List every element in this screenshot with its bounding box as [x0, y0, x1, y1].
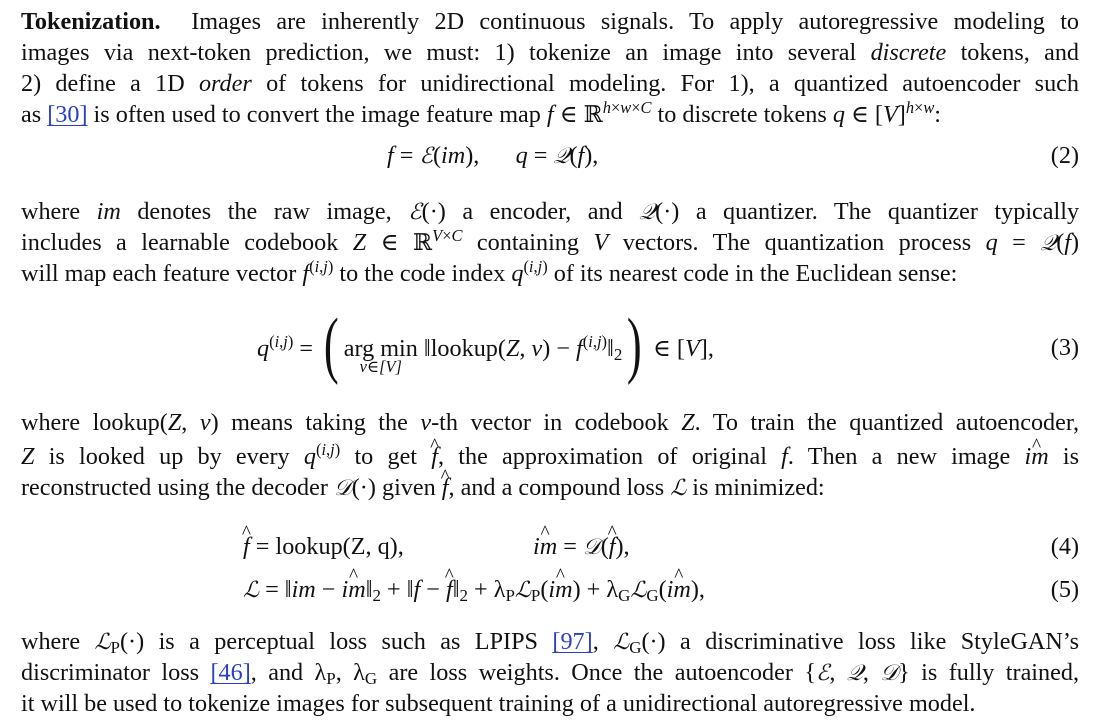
equation-number: (3)	[1050, 334, 1079, 361]
equation-number: (4)	[1050, 533, 1079, 560]
text-line: Z is looked up by every $q^{(i,j)}$ to get ^ f, the approximation of original f. Then a new image ^ im is	[21, 441, 1079, 472]
equation-5-body: ℒ = ‖im − ^ $im‖_2$ + ‖f − ^ $f‖_2$ + $\lambda_Pℒ_P(\^{}$ $im) + \lambda_Gℒ_G(\^{}$ im),	[243, 576, 705, 604]
argmin-operator: arg min v∈[V]	[343, 335, 418, 376]
equation-3	[21, 304, 1079, 390]
equation-4	[21, 533, 1079, 573]
citation-link-46[interactable]: [46]	[210, 659, 251, 686]
text-line: reconstructed using the decoder 𝒟(·) given ^ f, and a compound loss ℒ is minimized:	[21, 472, 1079, 503]
equation-2-body: f = ℰ(im), q = 𝒬(f),	[387, 142, 599, 169]
quantizer-paragraph	[21, 196, 1079, 289]
tokenization-paragraph	[21, 6, 1079, 130]
equation-4-body: ^ f = lookup(Z, q),	[243, 533, 404, 561]
lookup-paragraph	[21, 407, 1079, 503]
equation-number: (5)	[1050, 576, 1079, 603]
text-line: as [30] is often used to convert the image feature map f ∈ ℝ$^{h\times w\times C}$ to discrete tokens q ∈ $[V]^{h\times w}$:	[21, 97, 942, 128]
text-line: where lookup(Z, v) means taking the v-th vector in codebook Z. To train the quantized autoencoder,	[21, 409, 1080, 436]
citation-link-97[interactable]: [97]	[552, 628, 593, 655]
equation-3-body: $q^{(i,j)}$ = ( arg min v∈[V] ‖lookup(Z, $v) - f^{(i,j)}‖_2$) ∈ [V],	[257, 304, 714, 387]
text-line: Tokenization. Images are inherently 2D continuous signals. To apply autoregressive modeling to	[21, 8, 1080, 35]
section-heading: Tokenization.	[21, 8, 161, 35]
loss-paragraph	[21, 626, 1079, 719]
equation-5	[21, 576, 1079, 616]
text-line: where im denotes the raw image, ℰ(·) a encoder, and 𝒬(·) a quantizer. The quantizer typically	[21, 198, 1080, 225]
equation-4-rhs: ^ im = 𝒟(^ f),	[533, 533, 630, 561]
text-line: 2) define a 1D order of tokens for unidirectional modeling. For 1), a quantized autoencoder such	[21, 70, 1079, 97]
equation-2	[21, 142, 1079, 182]
text-line: images via next-token prediction, we must: 1) tokenize an image into several discrete tokens, and	[21, 39, 1080, 66]
text-line: discriminator loss [46], and $\lambda_P$, $\lambda_G$ are loss weights. Once the autoencoder {ℰ, 𝒬, 𝒟} is fully trained,	[21, 659, 1079, 689]
text-line: includes a learnable codebook Z ∈ ℝ$^{V\times C}$ containing V vectors. The quantization process q = 𝒬(f)	[21, 225, 1080, 256]
citation-link-30[interactable]: [30]	[47, 101, 88, 128]
text-line: where ℒ$_P$(·) is a perceptual loss such as LPIPS [97], ℒ$_G$(·) a discriminative loss like StyleGAN’s	[21, 628, 1079, 658]
text-line: it will be used to tokenize images for subsequent training of a unidirectional autoregressive model.	[21, 690, 976, 717]
equation-number: (2)	[1050, 142, 1079, 169]
text-line: will map each feature vector $f^{(i,j)}$ to the code index $q^{(i,j)}$ of its nearest code in the Euclidean sense:	[21, 256, 958, 287]
